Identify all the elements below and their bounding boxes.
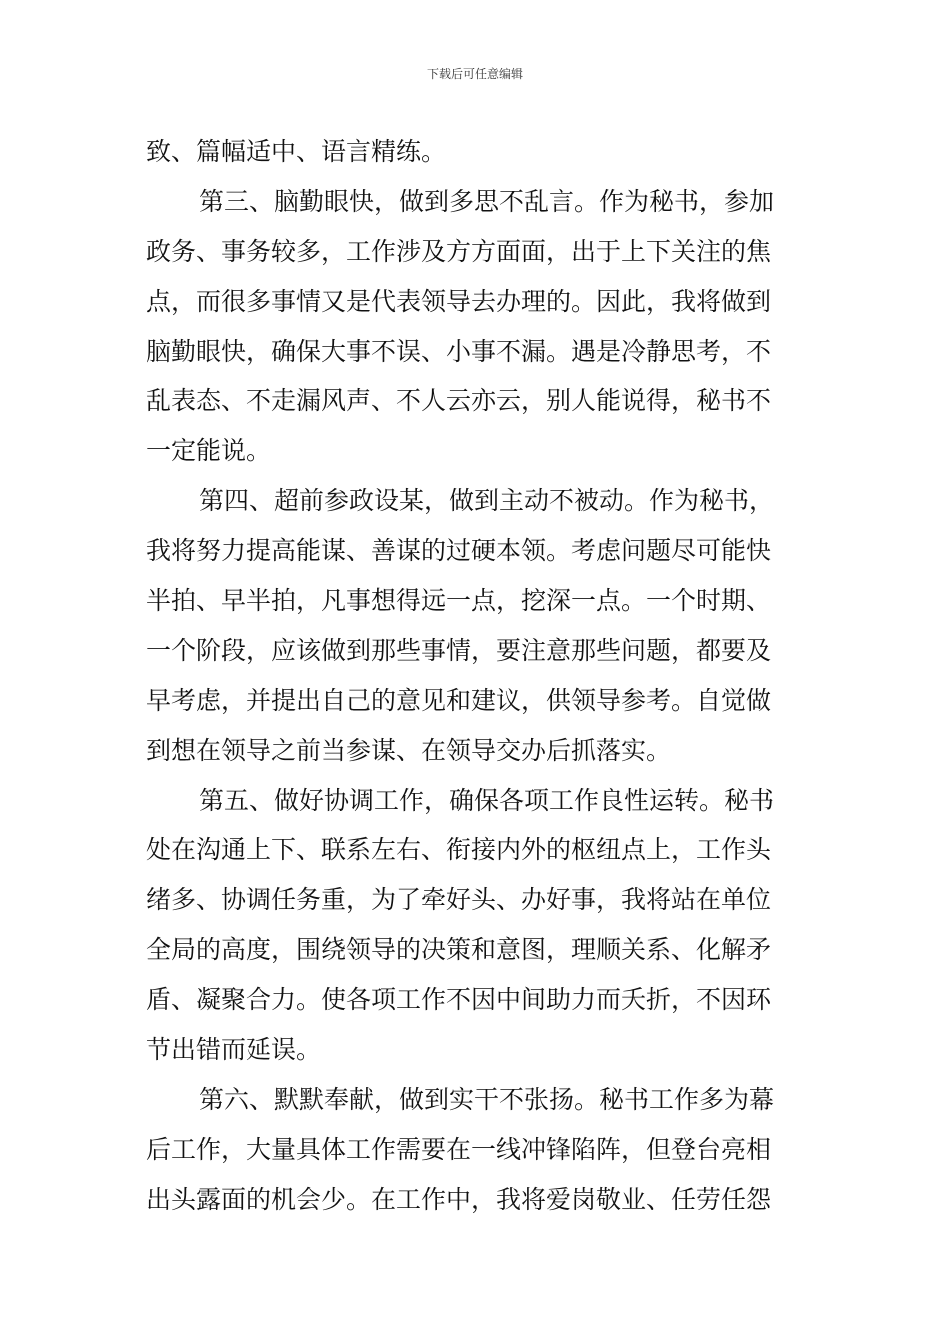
page-header: 下载后可任意编辑: [426, 67, 523, 81]
text-line: 脑勤眼快，确保大事不误、小事不漏。遇是冷静思考，不: [146, 336, 772, 366]
text-line: 第四、超前参政设某，做到主动不被动。作为秘书，: [199, 486, 775, 516]
document-body: [146, 127, 806, 1225]
text-line: 到想在领导之前当参谋、在领导交办后抓落实。: [146, 735, 672, 765]
text-line: 乱表态、不走漏风声、不人云亦云，别人能说得，秘书不: [146, 386, 772, 416]
text-line: 第三、脑勤眼快，做到多思不乱言。作为秘书，参加: [199, 186, 775, 216]
text-line: 后工作，大量具体工作需要在一线冲锋陷阵，但登台亮相: [146, 1134, 772, 1164]
text-line: 半拍、早半拍，凡事想得远一点，挖深一点。一个时期、: [146, 586, 772, 616]
text-line: 出头露面的机会少。在工作中，我将爱岗敬业、任劳任怨: [146, 1184, 772, 1214]
text-line: 节出错而延误。: [146, 1035, 322, 1065]
text-line: 早考虑，并提出自己的意见和建议，供领导参考。自觉做: [146, 685, 772, 715]
text-line: 致、篇幅适中、语言精练。: [146, 137, 447, 166]
text-line: 我将努力提高能谋、善谋的过硬本领。考虑问题尽可能快: [146, 536, 772, 566]
text-line: 第六、默默奉献，做到实干不张扬。秘书工作多为幕: [199, 1084, 775, 1114]
text-line: 全局的高度，围绕领导的决策和意图，理顺关系、化解矛: [146, 935, 772, 965]
text-line: 绪多、协调任务重，为了牵好头、办好事，我将站在单位: [146, 885, 772, 915]
text-line: 处在沟通上下、联系左右、衔接内外的枢纽点上，工作头: [146, 835, 772, 865]
text-line: 点，而很多事情又是代表领导去办理的。因此，我将做到: [146, 286, 772, 316]
text-line: 盾、凝聚合力。使各项工作不因中间助力而夭折，不因环: [146, 985, 772, 1015]
text-line: 第五、做好协调工作，确保各项工作良性运转。秘书: [199, 785, 775, 815]
text-line: 政务、事务较多，工作涉及方方面面，出于上下关注的焦: [146, 236, 772, 266]
text-line: 一定能说。: [146, 436, 272, 466]
text-line: 一个阶段，应该做到那些事情，要注意那些问题，都要及: [146, 635, 772, 665]
